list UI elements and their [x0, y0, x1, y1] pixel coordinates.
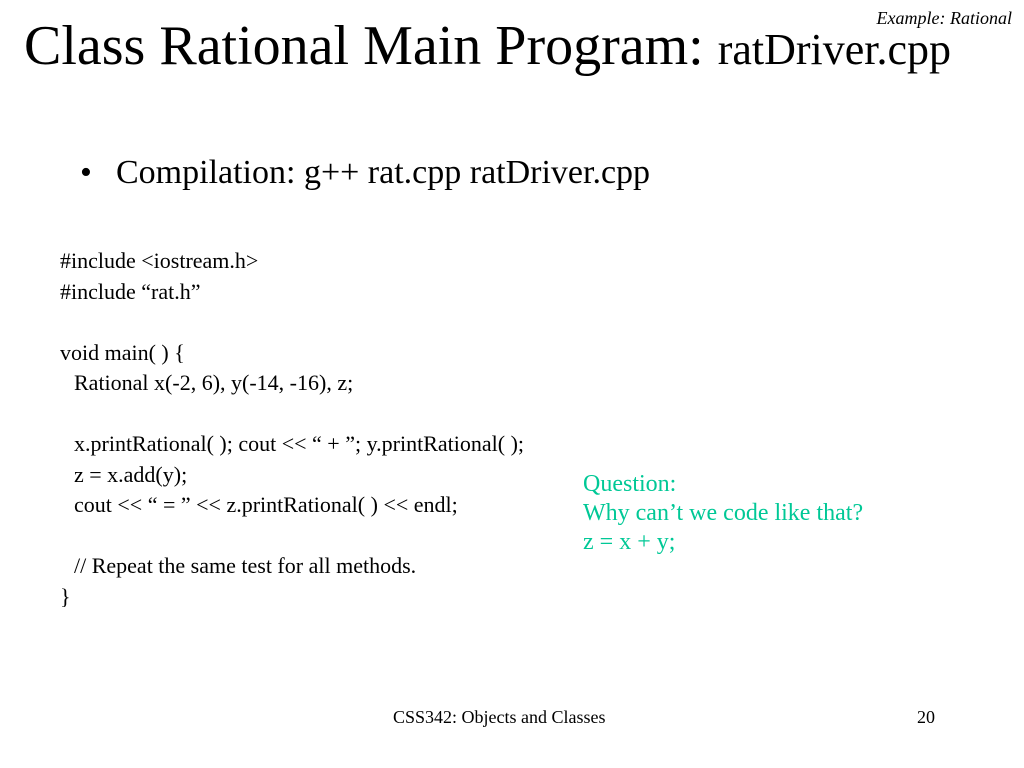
question-heading: Question: [583, 471, 677, 497]
code-line: z = x.add(y); [74, 461, 188, 487]
code-line: void main( ) { [60, 339, 185, 365]
code-line [60, 307, 524, 338]
question-line-2: z = x + y; [583, 529, 676, 555]
code-line: x.printRational( ); cout << “ + ”; y.printRational( ); [74, 431, 525, 456]
corner-note: Example: Rational [876, 8, 1012, 28]
bullet-text: Compilation: g++ rat.cpp ratDriver.cpp [116, 154, 651, 191]
code-line [60, 399, 524, 430]
code-line: cout << “ = ” << z.printRational( ) << endl; [74, 492, 458, 517]
bullet-compilation [80, 154, 650, 192]
bullet-dot: • [80, 154, 92, 191]
code-line: // Repeat the same test for all methods. [74, 553, 417, 578]
code-block [60, 246, 524, 612]
code-line: } [60, 583, 71, 609]
footer-page-number: 20 [917, 707, 935, 727]
title-main: Class Rational Main Program: [24, 15, 718, 77]
title-filename: ratDriver.cpp [717, 25, 952, 74]
question-line-1: Why can’t we code like that? [583, 500, 864, 526]
question-note [583, 470, 863, 557]
code-line: #include <iostream.h> [60, 248, 259, 273]
code-line: #include “rat.h” [60, 278, 201, 304]
code-line [60, 521, 524, 552]
slide-title [24, 16, 951, 78]
code-line: Rational x(-2, 6), y(-14, -16), z; [74, 370, 354, 395]
footer-course-title: CSS342: Objects and Classes [393, 707, 606, 727]
